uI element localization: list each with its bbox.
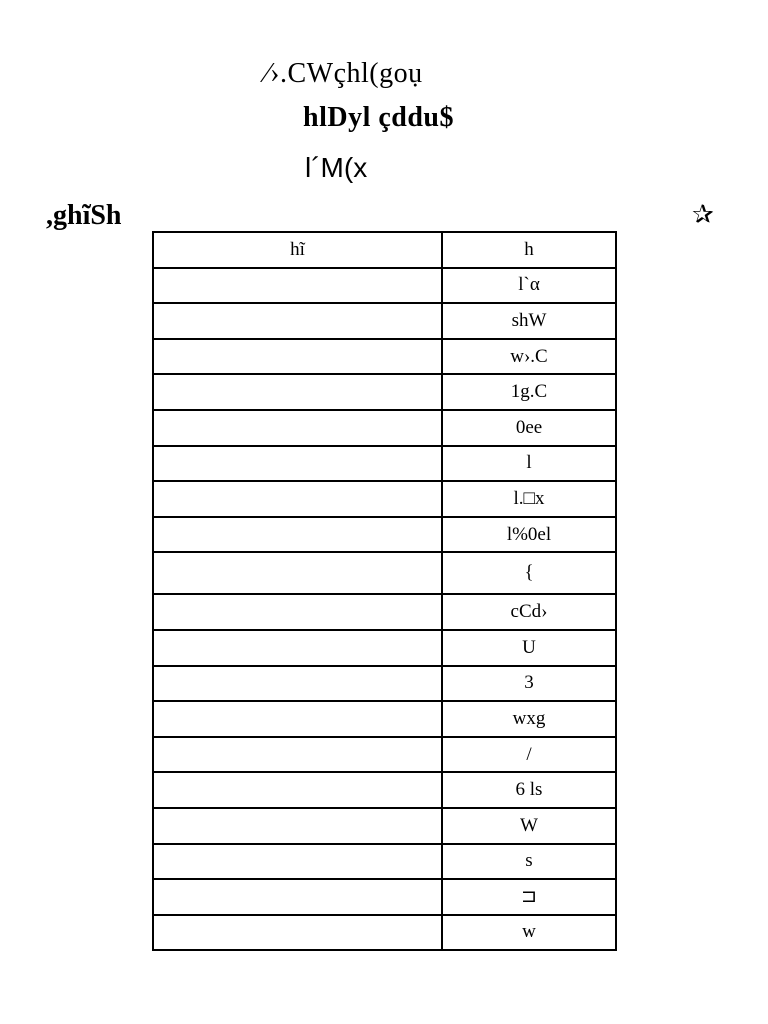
table-cell — [153, 915, 442, 951]
table-cell — [153, 268, 442, 304]
table-cell — [153, 808, 442, 844]
table-cell — [153, 303, 442, 339]
table-cell — [153, 481, 442, 517]
table-cell — [153, 701, 442, 737]
data-table — [152, 231, 617, 951]
table-cell: 1g.C — [442, 374, 616, 410]
table-row — [153, 268, 616, 304]
table-cell — [153, 339, 442, 375]
table-row — [153, 303, 616, 339]
table-cell: shW — [442, 303, 616, 339]
table-cell — [153, 594, 442, 630]
table-cell: U — [442, 630, 616, 666]
table-cell: 6 ls — [442, 772, 616, 808]
table-header-cell: hĩ — [153, 232, 442, 268]
table-row — [153, 808, 616, 844]
table-cell — [153, 666, 442, 702]
table-row — [153, 552, 616, 594]
table-cell: s — [442, 844, 616, 880]
table-cell — [153, 737, 442, 773]
table-row — [153, 446, 616, 482]
table-row — [153, 594, 616, 630]
table-row — [153, 339, 616, 375]
star-outline-icon: ✰ — [692, 200, 714, 230]
table-caption: ,ghĩSh — [46, 200, 122, 231]
table-row — [153, 772, 616, 808]
table-cell: W — [442, 808, 616, 844]
table-cell — [153, 844, 442, 880]
table-cell: l.□x — [442, 481, 616, 517]
table-cell: w — [442, 915, 616, 951]
heading-line-1: ⁄›.CWçhl(goụ — [265, 58, 423, 89]
table-row — [153, 410, 616, 446]
table-row — [153, 844, 616, 880]
table-cell — [153, 879, 442, 915]
table-cell — [153, 552, 442, 594]
table-row — [153, 374, 616, 410]
heading-line-3: l´M(x — [305, 152, 368, 183]
table-header-row — [153, 232, 616, 268]
heading-line-2: hlDyl çddu$ — [303, 102, 454, 133]
table-row — [153, 517, 616, 553]
table-cell: w›.C — [442, 339, 616, 375]
table-row — [153, 701, 616, 737]
table-cell: ⊐ — [442, 879, 616, 915]
table-cell: / — [442, 737, 616, 773]
table-cell: l`α — [442, 268, 616, 304]
table-cell: wxg — [442, 701, 616, 737]
table-cell — [153, 517, 442, 553]
table-cell: l — [442, 446, 616, 482]
table-row — [153, 666, 616, 702]
table-cell: 3 — [442, 666, 616, 702]
table-header-cell: h — [442, 232, 616, 268]
table-row — [153, 481, 616, 517]
table-cell — [153, 630, 442, 666]
table-row — [153, 737, 616, 773]
table-cell: 0ee — [442, 410, 616, 446]
table-cell — [153, 772, 442, 808]
table-cell: l%0el — [442, 517, 616, 553]
table-cell — [153, 374, 442, 410]
table-cell: { — [442, 552, 616, 594]
table-cell: cCd› — [442, 594, 616, 630]
table-row — [153, 915, 616, 951]
table-cell — [153, 410, 442, 446]
table-cell — [153, 446, 442, 482]
table-row — [153, 879, 616, 915]
table-row — [153, 630, 616, 666]
